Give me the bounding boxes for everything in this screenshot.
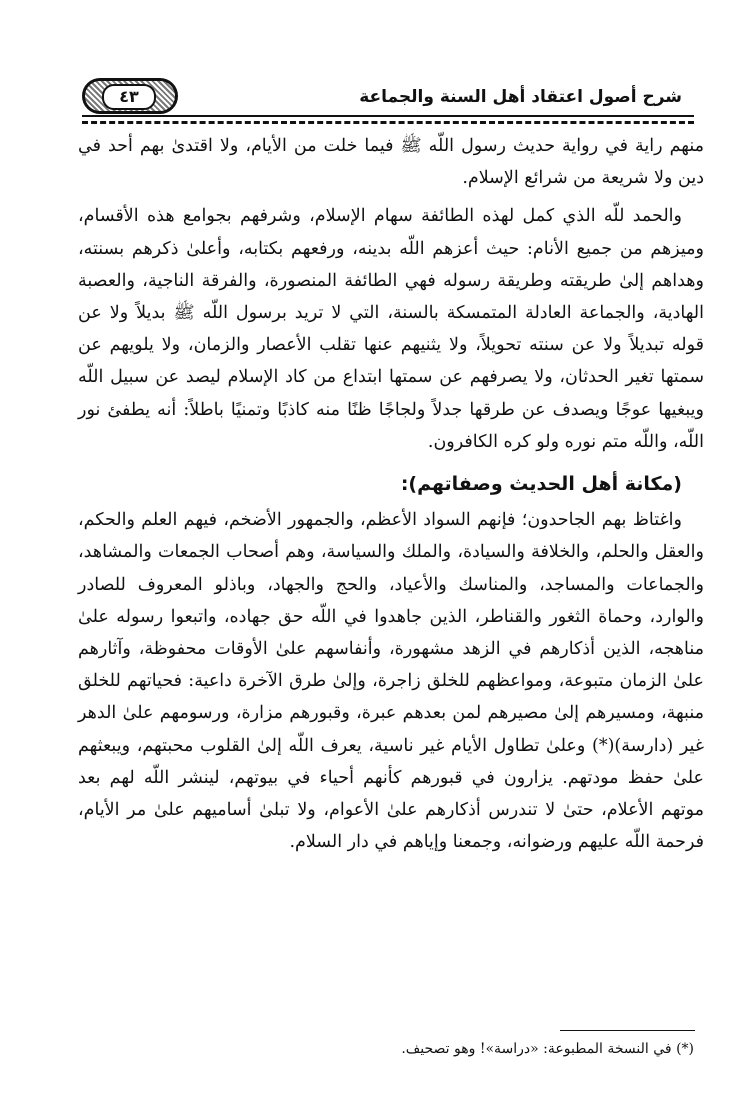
header-dashed-rule [82,121,694,124]
header-rule [82,115,694,117]
page-body [78,130,704,858]
paragraph-virtues: واغتاظ بهم الجاحدون؛ فإنهم السواد الأعظم، والجمهور الأضخم، فيهم العلم والحكم، والعقل والحلم، والخلافة والسيادة، والملك والسياسة، وهم أصحاب الجمعات والمشاهد، والجماعات والمساجد، والمناسك والأعياد، والحج والجهاد، وباذلو المعروف للصادر والوارد، وحماة الثغور والقناطر، الذين جاهدوا في اللّه حق جهاده، واتبعوا رسوله علىٰ مناهجه، الذين أذكارهم في الزهد مشهورة، وأنفاسهم علىٰ الأوقات محفوظة، وآثارهم علىٰ الزمان متبوعة، ومواعظهم للخلق زاجرة، وإلىٰ طرق الآخرة داعية: فحياتهم للخلق منبهة، ومسيرهم إلىٰ مصيرهم لمن بعدهم عبرة، وقبورهم مزارة، ورسومهم علىٰ الدهر غير (دارسة)(*) وعلىٰ تطاول الأيام غير ناسية، يعرف اللّه إلىٰ القلوب محبتهم، ويبعثهم علىٰ حفظ مودتهم. يزارون في قبورهم كأنهم أحياء في بيوتهم، لينشر اللّه لهم بعد موتهم الأعلام، حتىٰ لا تندرس أذكارهم علىٰ الأعوام، ولا تبلىٰ أساميهم علىٰ مر الأيام، فرحمة اللّه عليهم ورضوانه، وجمعنا وإياهم في دار السلام. [78,510,704,853]
paragraph-praise: والحمد للّه الذي كمل لهذه الطائفة سهام الإسلام، وشرفهم بجوامع هذه الأقسام، وميزهم من جميع الأنام: حيث أعزهم اللّه بدينه، ورفعهم بكتابه، وأعلىٰ ذكرهم بسنته، وهداهم إلىٰ طريقته وطريقة رسوله فهي الطائفة المنصورة، والفرقة الناجية، والعصبة الهادية، والجماعة العادلة المتمسكة بالسنة، التي لا تريد برسول اللّه ﷺ بديلاً ولا عن قوله تبديلاً ولا عن سنته تحويلاً، ولا يثنيهم عنها تقلب الأعصار والزمان، ولا يلويهم عن سمتها تغير الحدثان، ولا يصرفهم عن سمتها ابتداع من كاد الإسلام ليصد عن سبيل اللّه ويبغيها عوجًا ويصدف عن طرقها جدلاً ولجاجًا ظنًا منه كاذبًا وتمنيًا باطلاً: أنه يطفئ نور اللّه، واللّه متم نوره ولو كره الكافرون. [78,206,704,452]
section-heading: (مكانة أهل الحديث وصفاتهم): [400,473,682,496]
intro-text: منهم راية في رواية حديث رسول اللّه ﷺ فيما خلت من الأيام، ولا اقتدىٰ بهم أحد في دين ولا شريعة من شرائع الإسلام. [78,136,704,189]
page-number-badge [82,78,178,114]
page-number: ٤٣ [102,84,156,110]
running-title: شرح أصول اعتقاد أهل السنة والجماعة [359,87,682,107]
footnote: (*) في النسخة المطبوعة: «دراسة»! وهو تصحيف. [401,1041,694,1057]
footnote-rule [560,1030,695,1031]
